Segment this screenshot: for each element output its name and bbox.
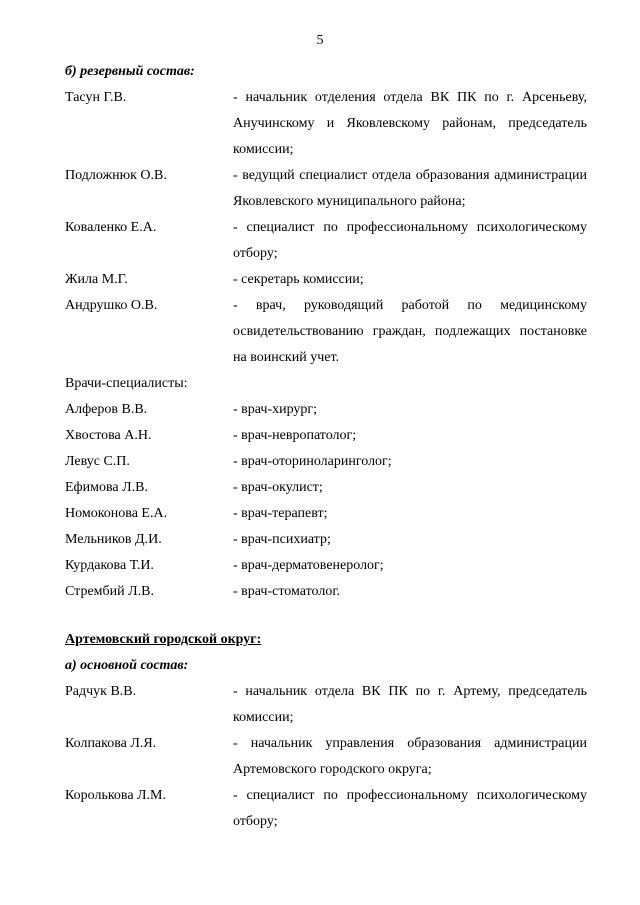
doctor-row [65, 501, 587, 527]
member-name: Коваленко Е.А. [65, 220, 157, 235]
doctors-heading: Врачи-специалисты: [65, 376, 188, 391]
district-title: Артемовский городской округ: [65, 632, 262, 647]
member-row [65, 293, 587, 371]
member-row [65, 215, 587, 267]
member-name: Тасун Г.В. [65, 90, 127, 105]
member-row [65, 267, 587, 293]
doctor-row [65, 579, 587, 605]
doctor-role: - врач-стоматолог. [233, 584, 341, 599]
doctors-list [65, 397, 587, 605]
member-role: - специалист по профессиональному психологическому отбору; [233, 220, 587, 261]
doctor-name: Номоконова Е.А. [65, 506, 168, 521]
member-row [65, 85, 587, 163]
member-role: - ведущий специалист отдела образования администрации Яковлевского муниципального района; [233, 168, 587, 209]
doctor-row [65, 475, 587, 501]
main-list [65, 679, 587, 835]
reserve-heading: б) резервный состав: [65, 64, 195, 79]
member-name: Подложнюк О.В. [65, 168, 167, 183]
doctor-row [65, 449, 587, 475]
doctor-role: - врач-невропатолог; [233, 428, 357, 443]
doctor-role: - врач-дерматовенеролог; [233, 558, 384, 573]
member-row [65, 783, 587, 835]
doctor-row [65, 553, 587, 579]
member-role: - начальник отделения отдела ВК ПК по г. Арсеньеву, Анучинскому и Яковлевскому районам, председатель комиссии; [233, 90, 587, 157]
member-role: - начальник управления образования администрации Артемовского городского округа; [233, 736, 587, 777]
member-name: Радчук В.В. [65, 684, 137, 699]
member-name: Колпакова Л.Я. [65, 736, 157, 751]
doctor-name: Хвостова А.Н. [65, 428, 152, 443]
doctor-name: Левус С.П. [65, 454, 130, 469]
member-role: - врач, руководящий работой по медицинскому освидетельствованию граждан, подлежащих постановке на воинский учет. [233, 298, 587, 365]
doctor-role: - врач-оториноларинголог; [233, 454, 392, 469]
member-name: Королькова Л.М. [65, 788, 167, 803]
doctor-name: Ефимова Л.В. [65, 480, 148, 495]
doctor-role: - врач-терапевт; [233, 506, 328, 521]
doctor-row [65, 423, 587, 449]
doctor-role: - врач-хирург; [233, 402, 318, 417]
page-number: 5 [316, 33, 324, 48]
member-name: Жила М.Г. [65, 272, 128, 287]
reserve-list [65, 85, 587, 371]
member-role: - секретарь комиссии; [233, 272, 364, 287]
doctor-name: Мельников Д.И. [65, 532, 162, 547]
doctor-name: Курдакова Т.И. [65, 558, 154, 573]
doctor-row [65, 397, 587, 423]
member-name: Андрушко О.В. [65, 298, 158, 313]
doctor-row [65, 527, 587, 553]
doctor-role: - врач-психиатр; [233, 532, 331, 547]
doctor-role: - врач-окулист; [233, 480, 323, 495]
member-row [65, 163, 587, 215]
main-heading: а) основной состав: [65, 658, 189, 673]
doctor-name: Алферов В.В. [65, 402, 148, 417]
member-role: - начальник отдела ВК ПК по г. Артему, председатель комиссии; [233, 684, 587, 725]
doctor-name: Стрембий Л.В. [65, 584, 154, 599]
member-role: - специалист по профессиональному психологическому отбору; [233, 788, 587, 829]
member-row [65, 731, 587, 783]
page-content [65, 59, 587, 835]
member-row [65, 679, 587, 731]
